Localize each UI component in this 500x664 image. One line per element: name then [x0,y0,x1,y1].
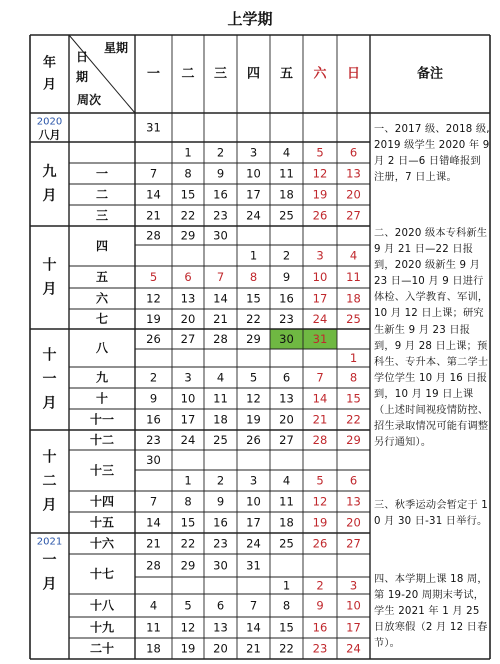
day-cell: 28 [312,433,328,447]
header-day-6: 六 [313,66,327,82]
note-2: 二、2020 级本专科新生 9 月 21 日—22 日报到，2020 级新生 9 月 23 日—10 月 9 日进行体检、入学教育、军训，10 月 12 日上课；研究生新生 9 月 23 日报到，9 月 28 日上课；预科生、专升本、第二学士学位学生 10 月 16 日报到，10 月 19 日上课（上述时间视疫情防控、招生录取情况可能有调整另行通知）。 [374,228,489,449]
day-cell: 17 [312,291,328,306]
day-cell: 24 [246,208,261,223]
week-label: 三 [95,208,109,223]
day-cell: 4 [349,248,358,263]
day-cell: 1 [184,473,192,488]
day-cell: 11 [213,391,228,406]
month-label: 月 [42,281,57,298]
week-label: 二十 [89,641,115,656]
day-cell: 18 [146,641,161,656]
day-cell: 13 [279,391,294,406]
day-cell: 21 [146,208,161,223]
day-cell: 31 [146,120,161,135]
day-cell: 6 [282,370,291,385]
day-cell: 11 [279,166,294,181]
day-cell: 16 [213,515,228,530]
day-cell: 2 [316,578,324,593]
day-cell: 15 [180,515,196,530]
week-label: 十七 [89,567,115,581]
week-label: 八 [95,341,109,355]
day-cell: 9 [149,391,158,406]
day-cell: 5 [149,270,158,284]
month-label: 月 [42,576,57,593]
day-cell: 4 [282,473,291,488]
day-cell: 25 [279,536,294,551]
day-cell: 26 [146,332,161,346]
day-cell: 20 [279,412,294,427]
day-cell: 5 [249,370,258,385]
day-cell: 7 [249,598,258,613]
day-cell: 7 [216,270,225,284]
day-cell: 22 [180,536,196,551]
day-cell: 11 [279,494,294,509]
note-1: 一、2017 级、2018 级,2019 级学生 2020 年 9 月 2 日—6 日错峰报到注册，7 日上课。 [374,124,490,184]
day-cell: 2 [216,473,225,488]
day-cell: 11 [346,270,361,284]
day-cell: 14 [246,620,261,635]
day-cell: 21 [146,536,161,551]
day-cell: 6 [349,473,358,488]
day-cell: 2 [149,370,158,385]
day-cell: 13 [180,291,196,306]
month-label: 一 [42,552,57,569]
day-cell: 29 [180,558,196,573]
day-cell: 24 [246,536,261,551]
day-cell: 25 [346,312,361,326]
day-cell: 16 [312,620,328,635]
header-day-4: 四 [246,66,261,82]
month-label: 十 [42,257,57,274]
day-cell: 1 [349,351,358,365]
day-cell: 6 [216,598,225,613]
day-cell: 7 [149,494,158,509]
note-3: 三、秋季运动会暂定于 10 月 30 日-31 日举行。 [374,500,488,528]
day-cell: 3 [184,370,192,385]
day-cell: 21 [312,412,328,427]
day-cell: 17 [246,187,261,202]
day-cell: 27 [346,208,361,223]
day-cell: 29 [180,228,196,243]
day-cell: 30 [213,558,228,573]
day-cell: 4 [149,598,158,613]
day-cell: 27 [346,536,361,551]
day-cell: 8 [249,270,258,284]
week-label: 十四 [89,494,115,509]
day-cell: 31 [246,558,261,573]
header-date: 期 [75,70,89,84]
header-year-month: 年 [42,55,57,71]
header-day-5: 五 [279,66,294,82]
day-cell: 1 [249,248,258,263]
header-day-7: 日 [346,66,361,82]
day-cell: 20 [346,187,361,202]
day-cell: 18 [279,515,294,530]
day-cell: 4 [216,370,225,385]
day-cell: 10 [346,598,361,613]
day-cell: 24 [180,433,196,447]
day-cell: 18 [213,412,228,427]
day-cell: 16 [213,187,228,202]
day-cell: 7 [149,166,158,181]
header-day-1: 一 [146,66,161,82]
day-cell: 21 [246,641,261,656]
day-cell: 22 [346,412,361,427]
week-label: 十九 [89,620,115,635]
day-cell: 17 [346,620,361,635]
year-label: 2020 [36,116,63,128]
header-day-3: 三 [213,66,228,82]
week-label: 十六 [89,536,115,551]
day-cell: 9 [316,598,324,613]
day-cell: 10 [246,494,261,509]
day-cell: 16 [146,412,161,427]
week-label: 一 [95,166,109,181]
day-cell: 11 [146,620,161,635]
day-cell: 6 [349,145,358,160]
day-cell: 19 [146,312,161,326]
page-title: 上学期 [227,10,273,28]
day-cell: 6 [184,270,192,284]
day-cell: 4 [282,145,291,160]
day-cell: 8 [282,598,291,613]
week-label: 十八 [89,598,115,613]
day-cell: 26 [246,433,261,447]
month-label: 十 [42,347,57,364]
month-label: 二 [42,473,57,490]
day-cell: 2 [216,145,225,160]
day-cell: 22 [246,312,261,326]
day-cell: 14 [312,391,328,406]
day-cell: 23 [213,536,228,551]
day-cell: 21 [213,312,228,326]
day-cell: 15 [279,620,294,635]
day-cell: 23 [312,641,328,656]
month-label: 八月 [38,128,61,142]
note-4: 四、本学期上课 18 周，第 19-20 周期末考试，学生 2021 年 1 月 25 日放寒假（2 月 12 日春节）。 [374,574,488,650]
day-cell: 30 [279,332,294,346]
day-cell: 18 [346,291,361,306]
week-label: 十二 [89,433,115,447]
day-cell: 9 [216,494,225,509]
day-cell: 19 [312,515,328,530]
day-cell: 14 [146,187,161,202]
week-label: 十 [95,391,109,406]
day-cell: 3 [249,145,258,160]
day-cell: 12 [246,391,261,406]
day-cell: 24 [312,312,328,326]
day-cell: 25 [279,208,294,223]
day-cell: 26 [312,208,328,223]
day-cell: 10 [312,270,328,284]
day-cell: 14 [213,291,228,306]
day-cell: 3 [249,473,258,488]
header-day-2: 二 [181,66,195,82]
day-cell: 18 [279,187,294,202]
header-weekday: 星期 [103,41,129,55]
day-cell: 8 [184,494,192,509]
header-remarks: 备注 [416,66,444,82]
day-cell: 22 [180,208,196,223]
day-cell: 23 [213,208,228,223]
day-cell: 5 [316,145,324,160]
day-cell: 16 [279,291,294,306]
week-label: 九 [95,370,109,385]
week-label: 十三 [89,463,115,478]
month-label: 月 [42,395,57,412]
day-cell: 23 [146,433,161,447]
day-cell: 5 [184,598,192,613]
month-label: 九 [42,164,57,180]
day-cell: 9 [282,270,291,284]
day-cell: 3 [316,248,324,263]
month-label: 一 [42,371,57,388]
day-cell: 8 [184,166,192,181]
day-cell: 2 [282,248,291,263]
week-label: 二 [95,187,109,202]
day-cell: 29 [246,332,261,346]
day-cell: 1 [184,145,192,160]
day-cell: 27 [279,433,294,447]
day-cell: 28 [213,332,228,346]
day-cell: 30 [146,453,161,467]
day-cell: 8 [349,370,358,385]
day-cell: 15 [246,291,261,306]
day-cell: 23 [279,312,294,326]
week-label: 四 [95,239,109,253]
day-cell: 1 [282,578,291,593]
day-cell: 20 [346,515,361,530]
day-cell: 25 [213,433,228,447]
day-cell: 28 [146,228,161,243]
day-cell: 20 [213,641,228,656]
day-cell: 13 [346,494,361,509]
day-cell: 5 [316,473,324,488]
day-cell: 15 [346,391,361,406]
day-cell: 10 [180,391,196,406]
week-label: 十一 [89,412,115,427]
day-cell: 30 [213,228,228,243]
year-label: 2021 [36,536,63,548]
day-cell: 13 [346,166,361,181]
week-label: 七 [95,312,109,326]
day-cell: 19 [246,412,261,427]
month-label: 月 [42,497,57,514]
day-cell: 31 [312,332,328,346]
day-cell: 20 [180,312,196,326]
day-cell: 28 [146,558,161,573]
day-cell: 12 [312,494,328,509]
day-cell: 17 [246,515,261,530]
header-year-month: 月 [42,77,57,93]
day-cell: 22 [279,641,294,656]
day-cell: 26 [312,536,328,551]
day-cell: 12 [312,166,328,181]
day-cell: 12 [146,291,161,306]
day-cell: 12 [180,620,196,635]
header-week: 周次 [76,93,102,107]
day-cell: 29 [346,433,361,447]
month-label: 月 [42,188,57,204]
day-cell: 9 [216,166,225,181]
header-date: 日 [75,50,89,64]
day-cell: 14 [146,515,161,530]
day-cell: 10 [246,166,261,181]
week-label: 十五 [89,515,115,530]
day-cell: 19 [312,187,328,202]
day-cell: 27 [180,332,196,346]
week-label: 五 [95,270,109,284]
day-cell: 13 [213,620,228,635]
day-cell: 19 [180,641,196,656]
month-label: 十 [42,449,57,466]
day-cell: 3 [349,578,358,593]
day-cell: 24 [346,641,361,656]
day-cell: 17 [180,412,196,427]
day-cell: 7 [316,370,324,385]
week-label: 六 [95,291,109,306]
day-cell: 15 [180,187,196,202]
